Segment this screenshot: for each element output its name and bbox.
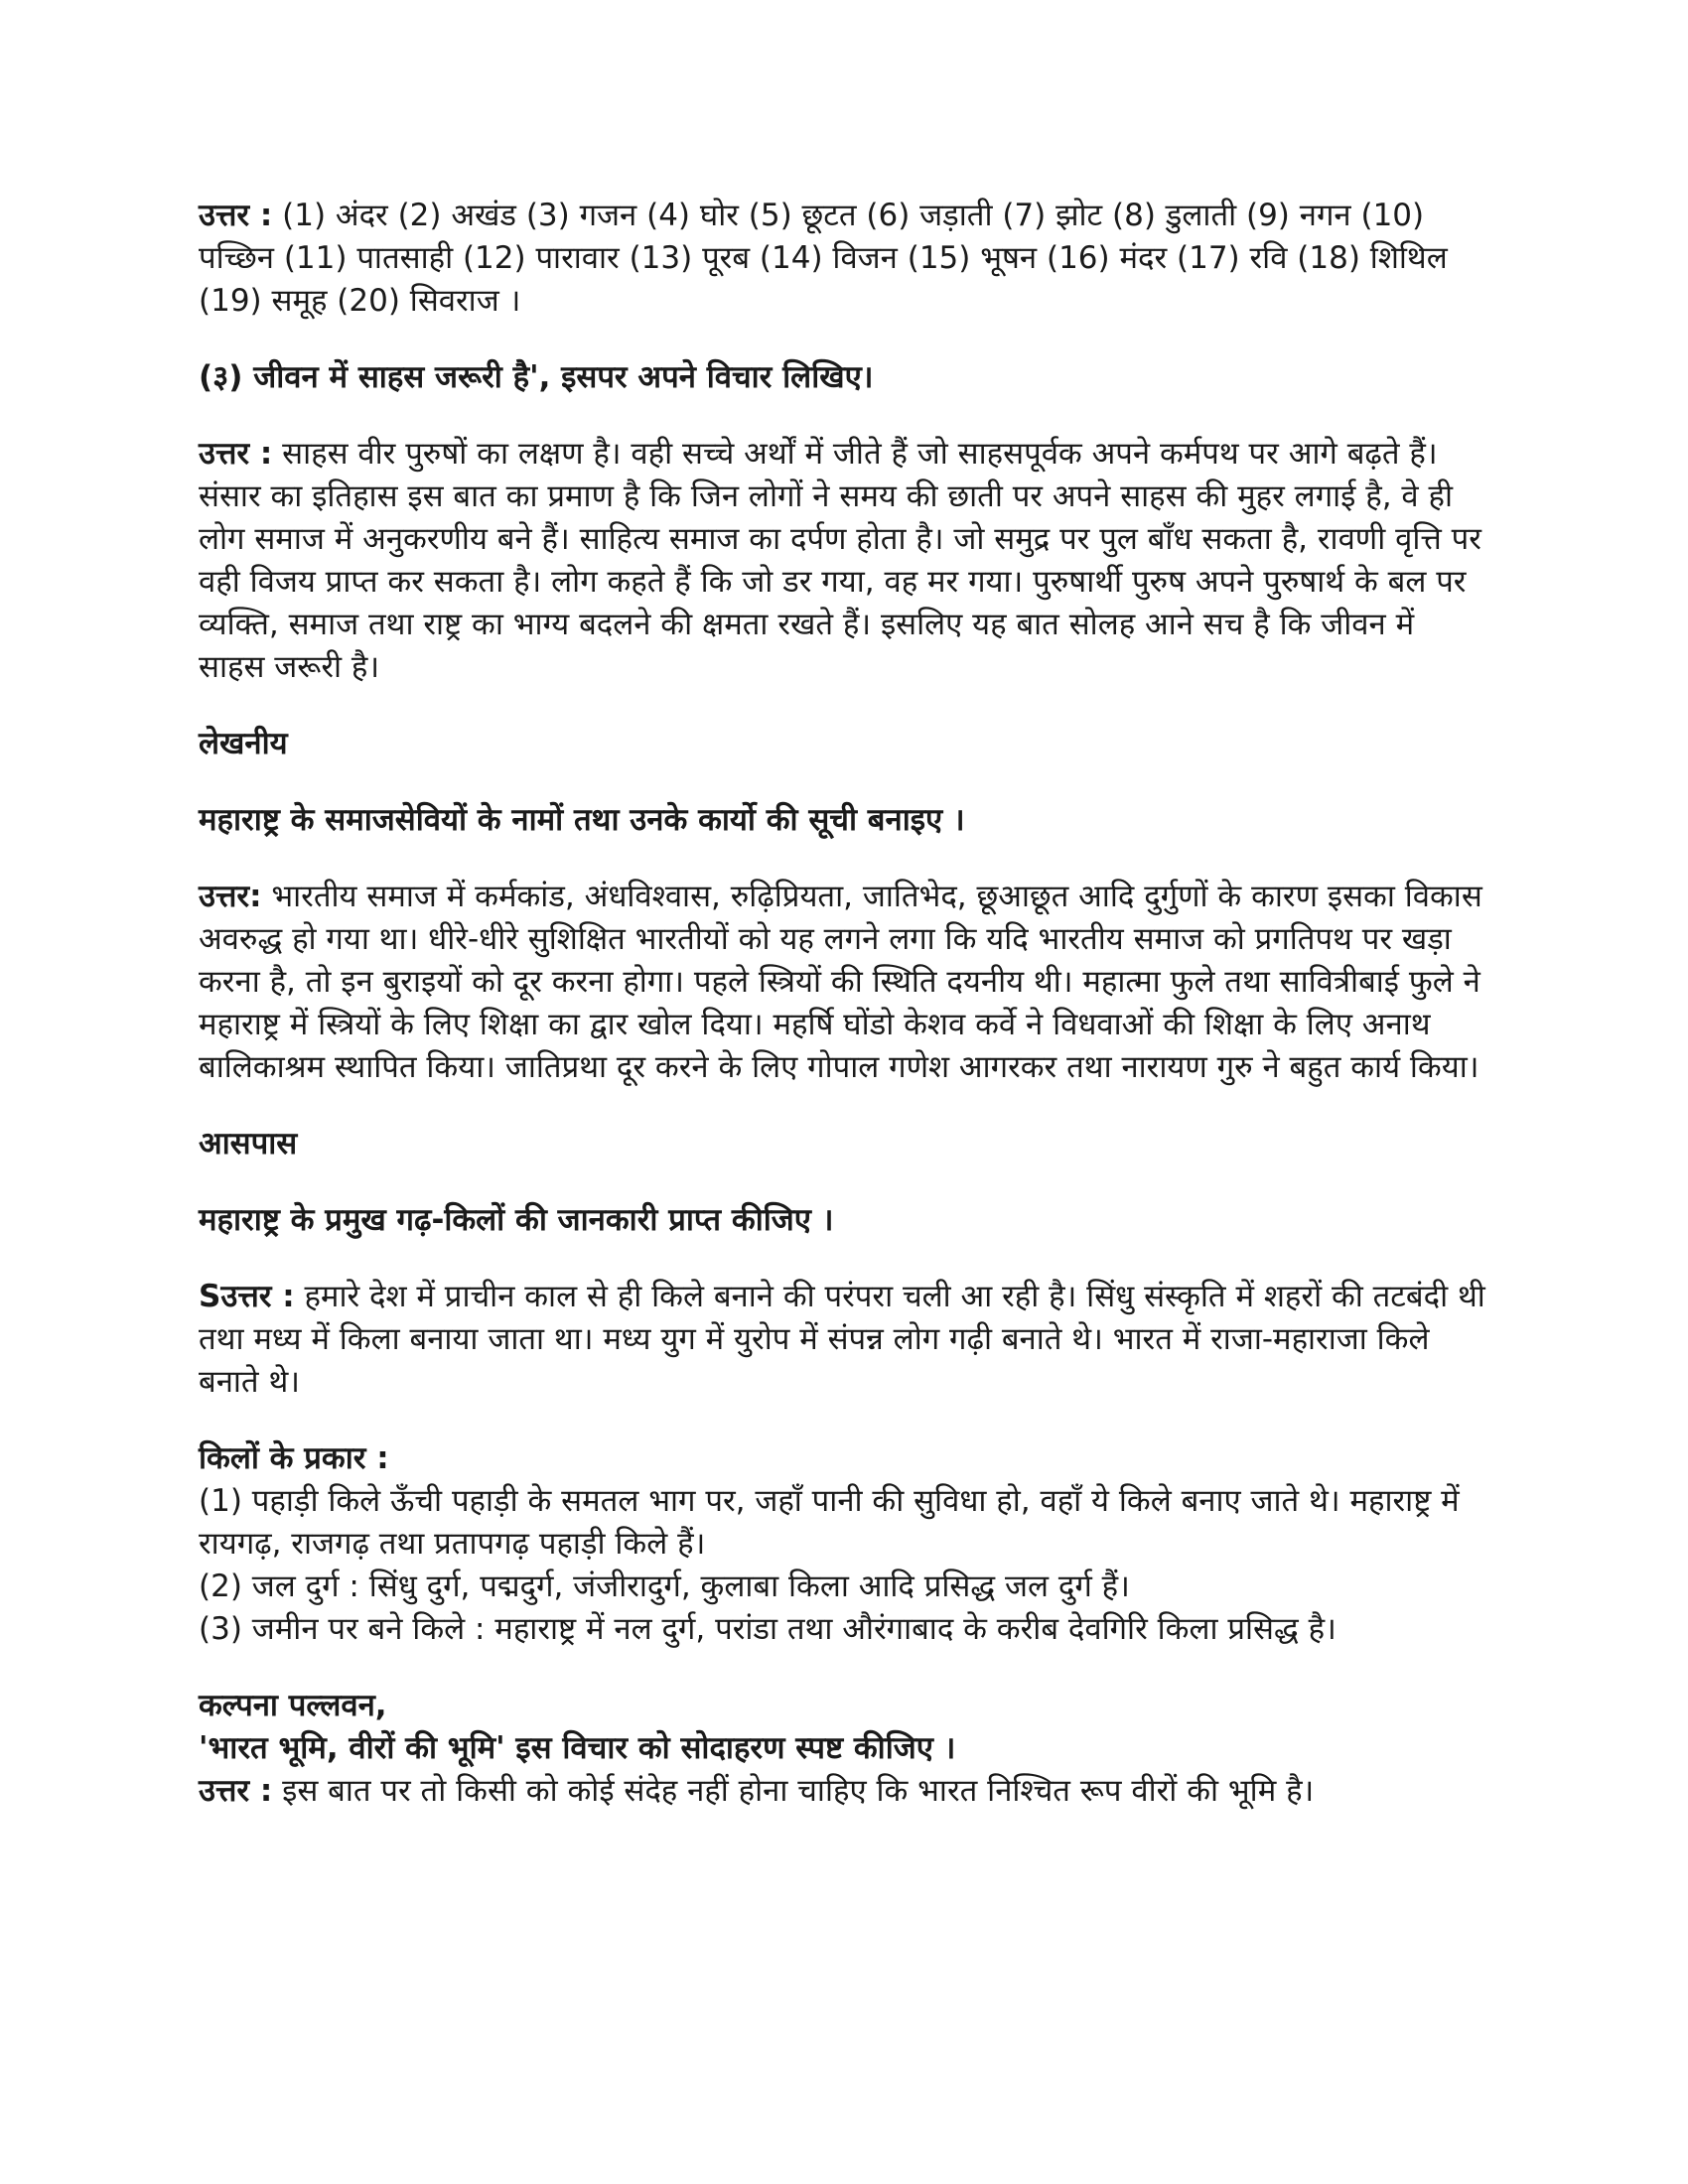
answer-paragraph-kalpana (199, 1770, 1489, 1813)
answer-paragraph-word-list (199, 195, 1489, 323)
answer-paragraph-forts (199, 1276, 1489, 1404)
answer-text: साहस वीर पुरुषों का लक्षण है। वही सच्चे अर्थों में जीते हैं जो साहसपूर्वक अपने कर्मपथ पर आगे बढ़ते हैं। संसार का इतिहास इस बात का प्रमाण है कि जिन लोगों ने समय की छाती पर अपने साहस की मुहर लगाई है, वे ही लोग समाज में अनुकरणीय बने हैं। साहित्य समाज का दर्पण होता है। जो समुद्र पर पुल बाँध सकता है, रावणी वृत्ति पर वही विजय प्राप्त कर सकता है। लोग कहते हैं कि जो डर गया, वह मर गया। पुरुषार्थी पुरुष अपने पुरुषार्थ के बल पर व्यक्ति, समाज तथा राष्ट्र का भाग्य बदलने की क्षमता रखते हैं। इसलिए यह बात सोलह आने सच है कि जीवन में साहस जरूरी है। (199, 436, 1481, 685)
answer-text: भारतीय समाज में कर्मकांड, अंधविश्वास, रुढ़िप्रियता, जातिभेद, छूआछूत आदि दुर्गुणों के कारण इसका विकास अवरुद्ध हो गया था। धीरे-धीरे सुशिक्षित भारतीयों को यह लगने लगा कि यदि भारतीय समाज को प्रगतिपथ पर खड़ा करना है, तो इन बुराइयों को दूर करना होगा। पहले स्त्रियों की स्थिति दयनीय थी। महात्मा फुले तथा सावित्रीबाई फुले ने महाराष्ट्र में स्त्रियों के लिए शिक्षा का द्वार खोल दिया। महर्षि घोंडो केशव कर्वे ने विधवाओं की शिक्षा के लिए अनाथ बालिकाश्रम स्थापित किया। जातिप्रथा दूर करने के लिए गोपाल गणेश आगरकर तथा नारायण गुरु ने बहुत कार्य किया। (199, 879, 1482, 1085)
question-heading-courage: (३) जीवन में साहस जरूरी है', इसपर अपने विचार लिखिए। (199, 359, 874, 395)
question-heading-forts: महाराष्ट्र के प्रमुख गढ़-किलों की जानकारी प्राप्त कीजिए । (199, 1202, 834, 1238)
answer-label: उत्तर : (199, 198, 273, 233)
kalpana-question: 'भारत भूमि, वीरों की भूमि' इस विचार को सोदाहरण स्पष्ट कीजिए । (199, 1730, 956, 1766)
section-heading-aaspaas: आसपास (199, 1126, 298, 1161)
fort-types-heading: किलों के प्रकार : (199, 1440, 389, 1476)
answer-label: उत्तर : (199, 436, 273, 472)
answer-paragraph-courage (199, 433, 1489, 689)
answer-text: हमारे देश में प्राचीन काल से ही किले बनाने की परंपरा चली आ रही है। सिंधु संस्कृति में शहरों की तटबंदी थी तथा मध्य में किला बनाया जाता था। मध्य युग में युरोप में संपन्न लोग गढ़ी बनाते थे। भारत में राजा-महाराजा किले बनाते थे। (199, 1279, 1485, 1400)
fort-type-item: (2) जल दुर्ग : सिंधु दुर्ग, पद्मदुर्ग, जंजीरादुर्ग, कुलाबा किला आदि प्रसिद्ध जल दुर्ग हैं। (199, 1569, 1130, 1604)
answer-text: इस बात पर तो किसी को कोई संदेह नहीं होना चाहिए कि भारत निश्चित रूप वीरों की भूमि है। (272, 1773, 1315, 1809)
answer-paragraph-social-workers (199, 876, 1489, 1089)
question-heading-social-workers: महाराष्ट्र के समाजसेवियों के नामों तथा उनके कार्यो की सूची बनाइए । (199, 802, 965, 838)
kalpana-heading: कल्पना पल्लवन, (199, 1688, 387, 1723)
section-heading-lekhniya: लेखनीय (199, 726, 288, 761)
fort-type-item: (1) पहाड़ी किले ऊँची पहाड़ी के समतल भाग पर, जहाँ पानी की सुविधा हो, वहाँ ये किले बनाए जाते थे। महाराष्ट्र में रायगढ़, राजगढ़ तथा प्रतापगढ़ पहाड़ी किले हैं। (199, 1483, 1460, 1562)
answer-text: (1) अंदर (2) अखंड (3) गजन (4) घोर (5) छूटत (6) जड़ाती (7) झोट (8) डुलाती (9) नगन (10) पच्छिन (11) पातसाही (12) पारावार (13) पूरब (14) विजन (15) भूषन (16) मंदर (17) रवि (18) शिथिल (19) समूह (20) सिवराज । (199, 198, 1448, 319)
answer-label: उत्तर : (199, 1773, 273, 1809)
answer-label: Sउत्तर : (199, 1279, 295, 1314)
fort-type-item: (3) जमीन पर बने किले : महाराष्ट्र में नल दुर्ग, परांडा तथा औरंगाबाद के करीब देवगिरि किला प्रसिद्ध है। (199, 1611, 1336, 1647)
answer-label: उत्तर: (199, 879, 262, 914)
document-page (199, 195, 1489, 1813)
